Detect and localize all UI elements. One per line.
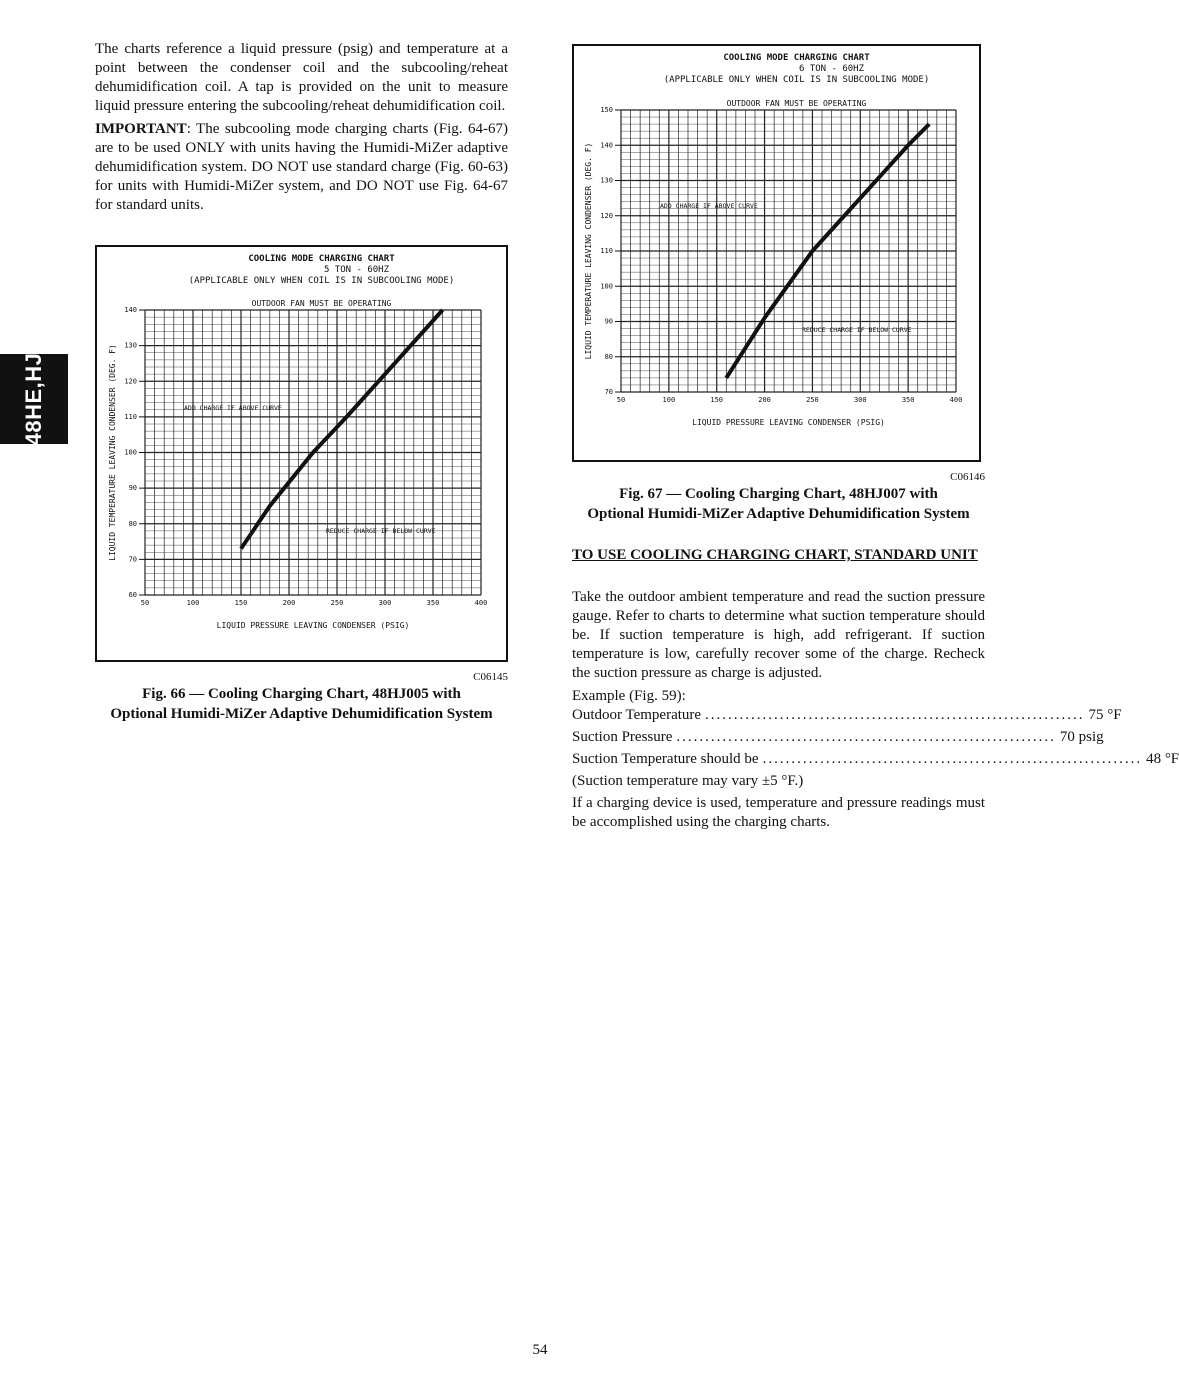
y-tick-label: 80 bbox=[604, 352, 613, 361]
y-tick-label: 140 bbox=[600, 141, 613, 150]
final-paragraph-block bbox=[572, 794, 985, 836]
leader-dots: .................................................................. bbox=[676, 729, 1056, 745]
y-tick-label: 120 bbox=[600, 211, 613, 220]
example-row bbox=[572, 704, 1122, 724]
x-tick-label: 200 bbox=[758, 396, 771, 404]
y-tick-label: 70 bbox=[128, 555, 137, 564]
x-tick-label: 400 bbox=[949, 396, 963, 404]
page-number: 54 bbox=[532, 1342, 548, 1358]
y-tick-label: 90 bbox=[604, 317, 613, 326]
chart-subtitle: (APPLICABLE ONLY WHEN COIL IS IN SUBCOOLING MODE) bbox=[663, 75, 930, 85]
y-tick-label: 120 bbox=[124, 377, 137, 386]
chart-svg bbox=[574, 46, 979, 460]
annotation-reduce-charge: REDUCE CHARGE IF BELOW CURVE bbox=[326, 527, 436, 535]
example-note bbox=[572, 770, 985, 790]
y-axis-label: LIQUID TEMPERATURE LEAVING CONDENSER (DEG. F) bbox=[108, 344, 117, 561]
leader-dots: .................................................................. bbox=[762, 751, 1143, 767]
side-tab-label: 48HE,HJ bbox=[21, 352, 46, 446]
y-tick-label: 110 bbox=[600, 247, 613, 255]
x-tick-label: 150 bbox=[710, 396, 724, 404]
chart-subtitle: 6 TON - 60HZ bbox=[798, 64, 865, 74]
figure-66-caption bbox=[90, 684, 513, 724]
example-row-value: 48 °F bbox=[1146, 751, 1179, 767]
important-paragraph bbox=[95, 120, 508, 215]
charging-chart-6ton bbox=[572, 44, 981, 462]
example-label: Example (Fig. 59): bbox=[572, 688, 686, 704]
figure-code-67: C06146 bbox=[950, 471, 985, 483]
side-tab bbox=[0, 354, 68, 444]
y-tick-label: 140 bbox=[124, 306, 137, 314]
important-text: : The subcooling mode charging charts (Fig. 64-67) are to be used ONLY with units having the Humidi-MiZer adaptive dehumidification system. DO NOT use standard charge (Fig. 60-63) for units with Humidi-MiZer system, and DO NOT use Fig. 64-67 for standard units. bbox=[95, 121, 508, 213]
caption-line-1: Fig. 66 — Cooling Charging Chart, 48HJ005 with bbox=[142, 686, 461, 702]
example-row-label: Outdoor Temperature bbox=[572, 707, 702, 723]
x-tick-label: 400 bbox=[474, 599, 488, 607]
caption-line-2: Optional Humidi-MiZer Adaptive Dehumidification System bbox=[110, 706, 493, 722]
chart-svg bbox=[97, 247, 506, 660]
chart-subtitle: (APPLICABLE ONLY WHEN COIL IS IN SUBCOOLING MODE) bbox=[188, 276, 455, 286]
x-tick-label: 200 bbox=[282, 599, 296, 607]
x-tick-label: 250 bbox=[330, 599, 344, 607]
chart-subtitle: 5 TON - 60HZ bbox=[323, 265, 390, 275]
y-tick-label: 90 bbox=[128, 484, 137, 493]
y-tick-label: 100 bbox=[600, 282, 613, 291]
y-tick-label: 70 bbox=[604, 388, 613, 396]
charging-chart-5ton bbox=[95, 245, 508, 662]
x-tick-label: 300 bbox=[853, 396, 867, 404]
example-row-label: Suction Temperature should be bbox=[572, 751, 759, 767]
x-tick-label: 300 bbox=[378, 599, 392, 607]
figure-code-66: C06145 bbox=[473, 671, 508, 683]
important-label: IMPORTANT bbox=[95, 121, 187, 137]
y-tick-label: 110 bbox=[124, 412, 137, 421]
x-tick-label: 250 bbox=[806, 396, 819, 404]
y-tick-label: 80 bbox=[128, 519, 137, 528]
caption-line-2: Optional Humidi-MiZer Adaptive Dehumidification System bbox=[587, 506, 970, 522]
y-tick-label: 130 bbox=[124, 341, 137, 350]
y-tick-label: 130 bbox=[600, 176, 613, 185]
section-body bbox=[572, 588, 985, 710]
annotation-add-charge: ADD CHARGE IF ABOVE CURVE bbox=[660, 202, 758, 210]
y-tick-label: 150 bbox=[600, 106, 613, 114]
y-axis-label: LIQUID TEMPERATURE LEAVING CONDENSER (DEG. F) bbox=[584, 142, 593, 360]
section-paragraph: Take the outdoor ambient temperature and read the suction pressure gauge. Refer to charts to determine what suction temperature should be. If suction temperature is high, add refrigerant. If suction temperature is low, carefully recover some of the charge. Recheck the suction pressure as charge is adjusted. bbox=[572, 589, 985, 681]
annotation-reduce-charge: REDUCE CHARGE IF BELOW CURVE bbox=[802, 326, 912, 334]
x-tick-label: 150 bbox=[234, 599, 248, 607]
final-paragraph: If a charging device is used, temperature and pressure readings must be accomplished using the charging charts. bbox=[572, 795, 985, 830]
x-tick-label: 50 bbox=[616, 396, 626, 404]
example-row-value: 70 psig bbox=[1059, 729, 1104, 745]
annotation-add-charge: ADD CHARGE IF ABOVE CURVE bbox=[184, 404, 282, 412]
example-row bbox=[572, 748, 1179, 768]
chart-title: COOLING MODE CHARGING CHART bbox=[723, 53, 870, 63]
x-tick-label: 350 bbox=[901, 396, 915, 404]
figure-67-caption bbox=[567, 484, 990, 524]
chart-title: COOLING MODE CHARGING CHART bbox=[248, 254, 395, 264]
example-row-label: Suction Pressure bbox=[572, 729, 673, 745]
x-axis-label: LIQUID PRESSURE LEAVING CONDENSER (PSIG) bbox=[216, 621, 410, 630]
x-axis-label: LIQUID PRESSURE LEAVING CONDENSER (PSIG) bbox=[692, 418, 885, 427]
example-row-value: 75 °F bbox=[1088, 707, 1122, 723]
example-note-text: (Suction temperature may vary ±5 °F.) bbox=[572, 773, 804, 789]
x-tick-label: 100 bbox=[186, 599, 200, 607]
chart-top-note: OUTDOOR FAN MUST BE OPERATING bbox=[726, 99, 867, 108]
y-tick-label: 100 bbox=[124, 448, 137, 457]
x-tick-label: 350 bbox=[426, 599, 440, 607]
section-heading: TO USE COOLING CHARGING CHART, STANDARD UNIT bbox=[572, 547, 978, 563]
intro-paragraph: The charts reference a liquid pressure (psig) and temperature at a point between the condenser coil and the subcooling/reheat dehumidification coil. A tap is provided on the unit to measure liquid pressure entering the subcooling/reheat dehumidification coil. bbox=[95, 41, 508, 114]
left-column-text bbox=[95, 40, 508, 219]
caption-line-1: Fig. 67 — Cooling Charging Chart, 48HJ007 with bbox=[619, 486, 938, 502]
example-row bbox=[572, 726, 1104, 746]
leader-dots: .................................................................. bbox=[705, 707, 1085, 723]
example-table bbox=[572, 704, 1179, 789]
chart-top-note: OUTDOOR FAN MUST BE OPERATING bbox=[251, 299, 392, 308]
x-tick-label: 100 bbox=[662, 396, 676, 404]
y-tick-label: 60 bbox=[128, 591, 137, 599]
x-tick-label: 50 bbox=[140, 599, 150, 607]
